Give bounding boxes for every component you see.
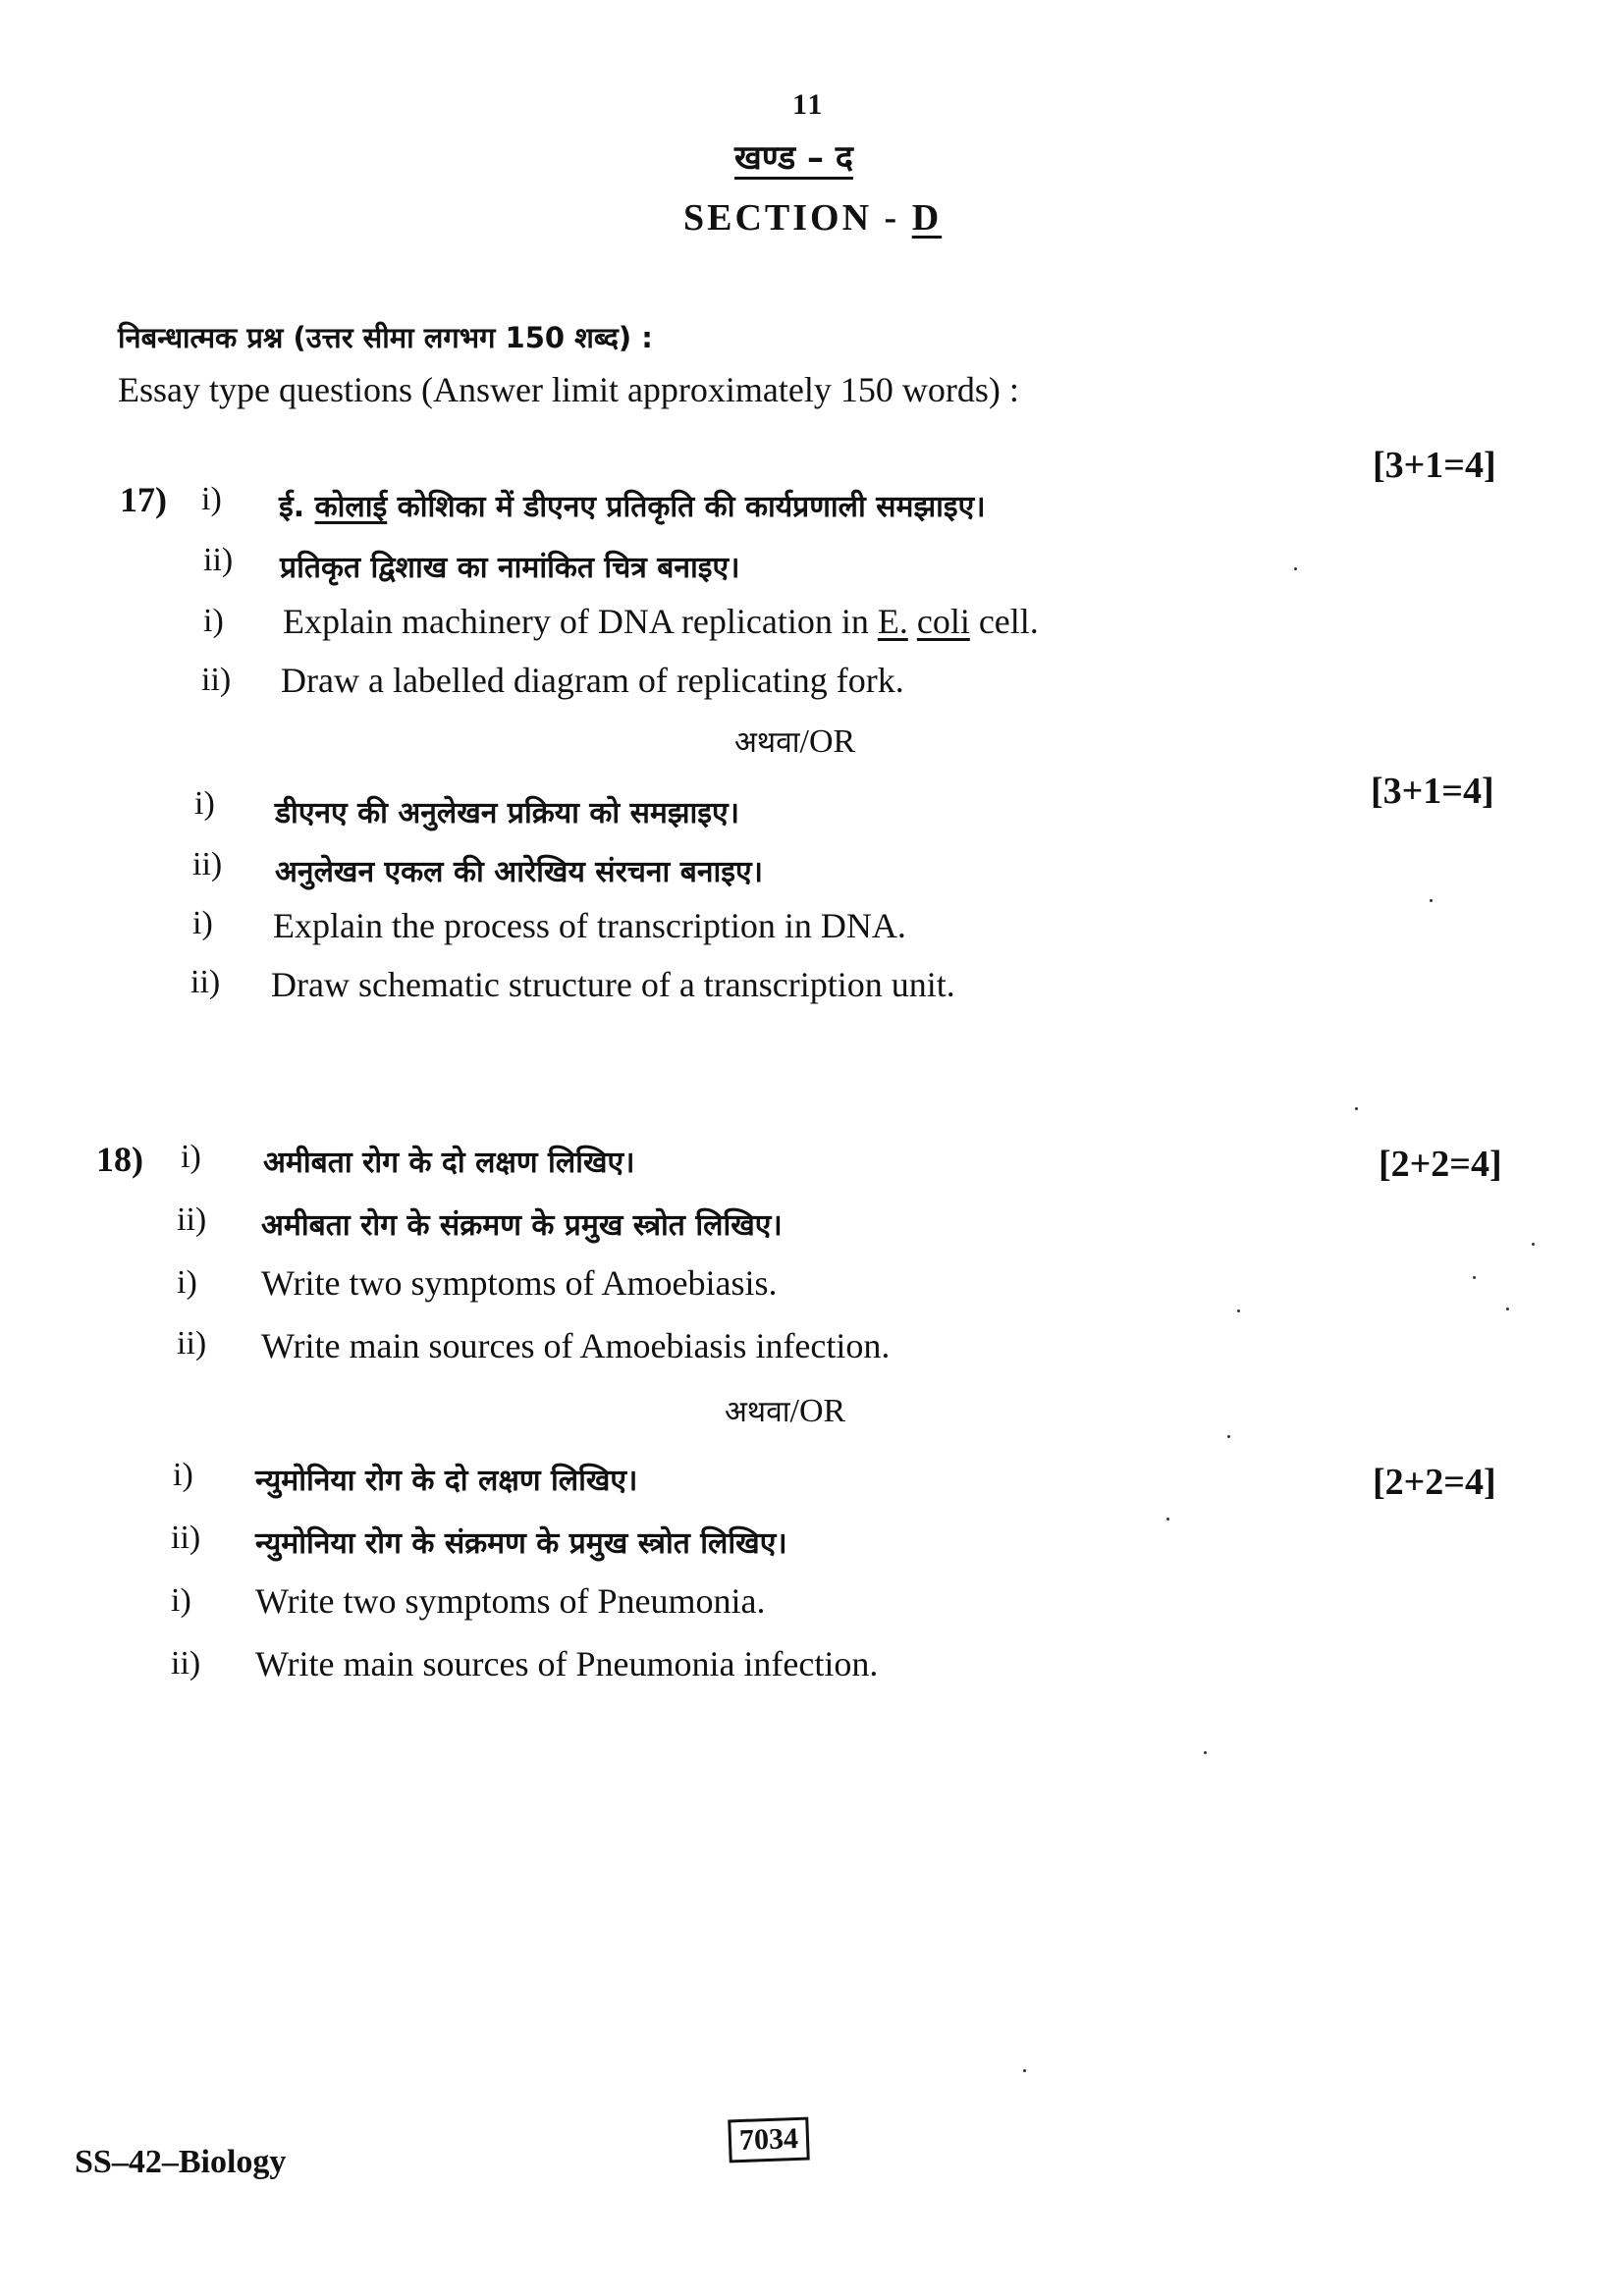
scan-speck	[1023, 2069, 1026, 2072]
marks-badge: [3+1=4]	[1373, 445, 1496, 486]
scan-speck	[1166, 1518, 1169, 1521]
question-text-english: Write two symptoms of Amoebiasis.	[261, 1263, 778, 1303]
part-label: i)	[192, 905, 213, 941]
part-label: ii)	[192, 846, 223, 882]
text-segment: ई.	[279, 490, 315, 524]
question-number: 18)	[96, 1140, 143, 1179]
text-segment	[908, 602, 917, 641]
question-text-hindi: न्युमोनिया रोग के संक्रमण के प्रमुख स्त्रोत लिखिए।	[255, 1526, 787, 1561]
text-underlined: coli	[916, 602, 970, 641]
or-divider	[734, 721, 855, 761]
text-underlined: E.	[877, 602, 908, 641]
part-label: i)	[181, 1139, 201, 1175]
marks-badge: [2+2=4]	[1379, 1144, 1502, 1185]
text-segment: cell.	[969, 602, 1039, 641]
scan-speck	[1237, 1309, 1240, 1312]
question-text-english: Draw a labelled diagram of replicating fork.	[281, 661, 904, 700]
question-text-hindi: अमीबता रोग के दो लक्षण लिखिए।	[263, 1146, 635, 1180]
question-text-hindi: अनुलेखन एकल की आरेखिय संरचना बनाइए।	[275, 855, 764, 889]
scan-speck	[1506, 1308, 1509, 1310]
or-hindi: अथवा	[734, 725, 800, 760]
question-text-english: Write two symptoms of Pneumonia.	[255, 1581, 766, 1621]
part-label: ii)	[190, 964, 221, 1000]
question-text-hindi: प्रतिकृत द्विशाख का नामांकित चित्र बनाइए।	[280, 551, 740, 585]
marks-badge: [3+1=4]	[1371, 771, 1494, 812]
question-text-hindi: डीएनए की अनुलेखन प्रक्रिया को समझाइए।	[275, 796, 740, 830]
part-label: i)	[177, 1264, 197, 1301]
part-label: i)	[173, 1457, 193, 1493]
text-underlined: कोलाई	[314, 490, 388, 524]
scan-speck	[1294, 567, 1297, 570]
question-text-hindi: न्युमोनिया रोग के दो लक्षण लिखिए।	[255, 1464, 638, 1498]
text-segment: Explain machinery of DNA replication in	[283, 602, 878, 641]
question-number: 17)	[120, 480, 167, 519]
part-label: i)	[171, 1582, 191, 1619]
question-text-english: Explain the process of transcription in DNA.	[273, 906, 906, 945]
question-text-english: Write main sources of Pneumonia infection.	[255, 1644, 879, 1683]
scan-speck	[1204, 1751, 1207, 1754]
instructions-hindi: निबन्धात्मक प्रश्न (उत्तर सीमा लगभग 150 शब्द) :	[118, 321, 653, 354]
marks-badge: [2+2=4]	[1373, 1462, 1496, 1503]
part-label: ii)	[201, 662, 232, 698]
part-label: ii)	[171, 1645, 201, 1682]
section-title-english	[683, 196, 942, 240]
part-label: ii)	[171, 1520, 201, 1556]
scan-speck	[1532, 1243, 1535, 1246]
section-prefix: SECTION -	[683, 197, 912, 239]
scan-speck	[1355, 1107, 1358, 1110]
part-label: ii)	[203, 542, 234, 578]
part-label: i)	[203, 603, 224, 639]
or-hindi: अथवा	[725, 1395, 790, 1429]
question-text-hindi	[279, 485, 986, 525]
question-text-english	[283, 601, 1039, 642]
paper-code: SS–42–Biology	[75, 2144, 287, 2180]
page-number: 11	[792, 88, 825, 121]
instructions-english: Essay type questions (Answer limit approximately 150 words) :	[118, 370, 1019, 409]
question-text-english: Write main sources of Amoebiasis infection.	[261, 1326, 891, 1365]
part-label: ii)	[177, 1201, 207, 1238]
text-segment: कोशिका में डीएनए प्रतिकृति की कार्यप्रणाली समझाइए।	[387, 490, 986, 524]
section-letter: D	[911, 197, 943, 239]
or-divider	[725, 1390, 845, 1430]
part-label: ii)	[177, 1325, 207, 1362]
section-title-hindi: खण्ड – द	[734, 138, 853, 178]
booklet-number-box: 7034	[728, 2117, 809, 2163]
question-text-english: Draw schematic structure of a transcription unit.	[271, 965, 955, 1004]
part-label: i)	[194, 785, 215, 822]
scan-speck	[1430, 899, 1433, 902]
scan-speck	[1473, 1276, 1476, 1279]
part-label: i)	[201, 481, 222, 517]
or-english: /OR	[799, 723, 856, 760]
or-english: /OR	[789, 1393, 846, 1429]
question-text-hindi: अमीबता रोग के संक्रमण के प्रमुख स्त्रोत लिखिए।	[261, 1208, 783, 1243]
scan-speck	[1227, 1435, 1230, 1438]
